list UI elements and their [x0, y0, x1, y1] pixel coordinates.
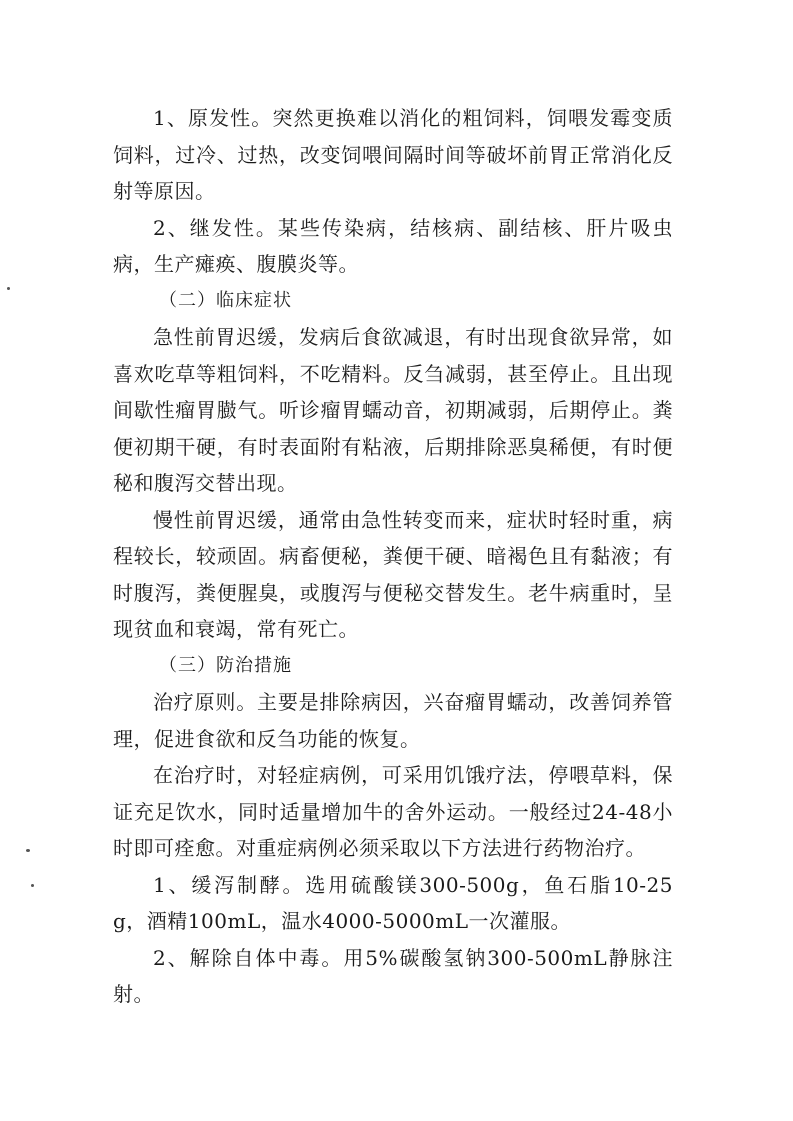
- paragraph-primary-cause: 1、原发性。突然更换难以消化的粗饲料，饲喂发霉变质饲料，过冷、过热，改变饲喂间隔时间等破坏前胃正常消化反射等原因。: [113, 106, 673, 203]
- paragraph-laxative-treatment: 1、缓泻制酵。选用硫酸镁300-500g，鱼石脂10-25 g，酒精100mL，温水4000-5000mL一次灌服。: [113, 872, 673, 933]
- paragraph-detox-treatment: 2、解除自体中毒。用5%碳酸氢钠300-500mL静脉注射。: [113, 945, 673, 1006]
- document-body: [113, 100, 673, 1013]
- section-heading-prevention-treatment: （三）防治措施: [159, 654, 292, 676]
- scan-speck: [26, 849, 30, 852]
- scan-speck: [7, 287, 10, 290]
- paragraph-chronic-symptoms: 慢性前胃迟缓，通常由急性转变而来，症状时轻时重，病程较长，较顽固。病畜便秘，粪便干硬、暗褐色且有黏液；有时腹泻，粪便腥臭，或腹泻与便秘交替发生。老牛病重时，呈现贫血和衰竭，常有死亡。: [113, 507, 673, 641]
- section-heading-clinical-symptoms: （二）临床症状: [159, 289, 292, 311]
- paragraph-acute-symptoms: 急性前胃迟缓，发病后食欲减退，有时出现食欲异常，如喜欢吃草等粗饲料，不吃精料。反刍减弱，甚至停止。且出现间歇性瘤胃臌气。听诊瘤胃蠕动音，初期减弱，后期停止。粪便初期干硬，有时表面附有粘液，后期排除恶臭稀便，有时便秘和腹泻交替出现。: [113, 325, 673, 495]
- paragraph-treatment-approach: 在治疗时，对轻症病例，可采用饥饿疗法，停喂草料，保证充足饮水，同时适量增加牛的舍外运动。一般经过24-48小时即可痊愈。对重症病例必须采取以下方法进行药物治疗。: [113, 763, 673, 860]
- scan-speck: [31, 884, 34, 887]
- paragraph-treatment-principle: 治疗原则。主要是排除病因，兴奋瘤胃蠕动，改善饲养管理，促进食欲和反刍功能的恢复。: [113, 690, 673, 751]
- paragraph-secondary-cause: 2、继发性。某些传染病，结核病、副结核、肝片吸虫病，生产瘫痪、腹膜炎等。: [113, 215, 673, 276]
